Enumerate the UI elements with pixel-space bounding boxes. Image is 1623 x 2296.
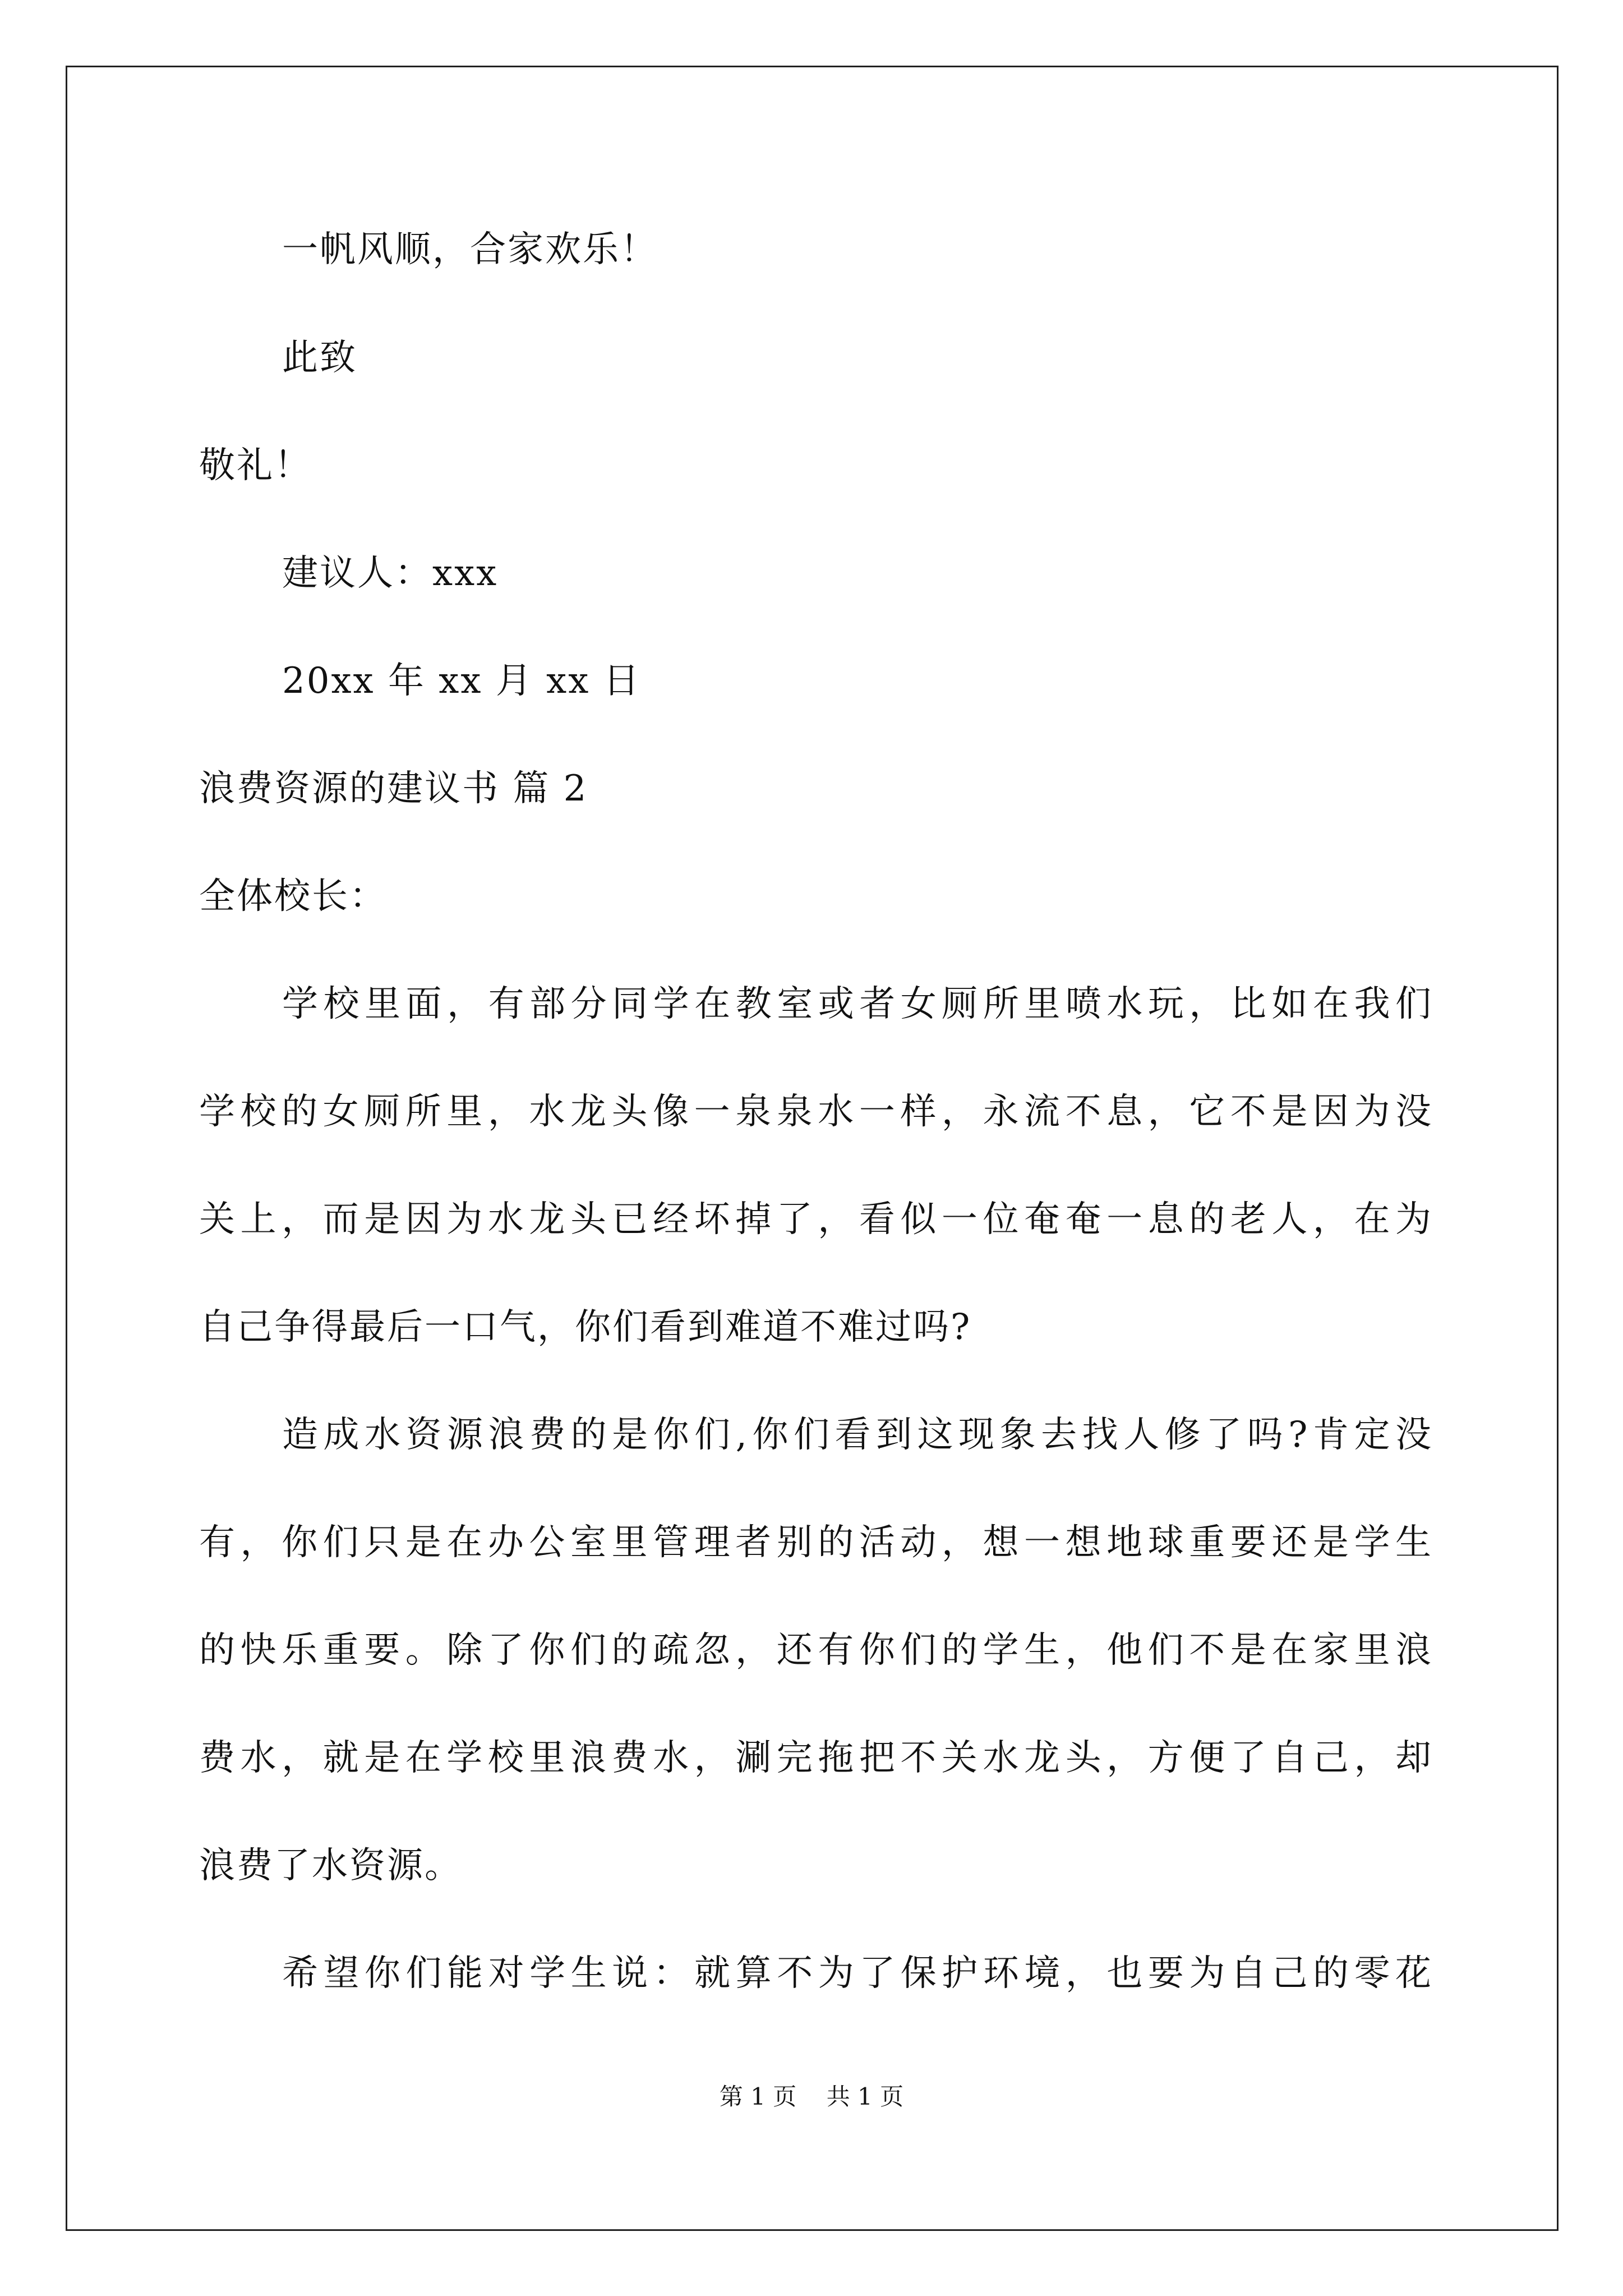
paragraph-3-line-1: 希望你们能对学生说：就算不为了保护环境，也要为自己的零花	[282, 1953, 1433, 1994]
paragraph-1-line-4: 自己争得最后一口气，你们看到难道不难过吗?	[199, 1306, 972, 1348]
paragraph-1-line-3: 关上，而是因为水龙头已经坏掉了，看似一位奄奄一息的老人，在为	[199, 1199, 1433, 1240]
page-footer: 第 1 页 共 1 页	[719, 2083, 904, 2110]
paragraph-2-line-5: 浪费了水资源。	[199, 1845, 462, 1887]
salutation-line-1: 此致	[282, 337, 357, 379]
page-border	[66, 66, 1559, 2231]
addressee-line: 全体校长：	[199, 876, 387, 917]
paragraph-2-line-3: 的快乐重要。除了你们的疏忽，还有你们的学生，他们不是在家里浪	[199, 1630, 1433, 1671]
paragraph-2-line-2: 有，你们只是在办公室里管理者别的活动，想一想地球重要还是学生	[199, 1522, 1433, 1563]
signer-line: 建议人：xxx	[282, 553, 499, 594]
paragraph-1-line-2: 学校的女厕所里，水龙头像一泉泉水一样，永流不息，它不是因为没	[199, 1091, 1433, 1133]
section-title: 浪费资源的建议书 篇 2	[199, 768, 588, 809]
salutation-line-2: 敬礼！	[199, 445, 312, 486]
paragraph-2-line-1: 造成水资源浪费的是你们,你们看到这现象去找人修了吗?肯定没	[282, 1414, 1433, 1456]
paragraph-2-line-4: 费水，就是在学校里浪费水，涮完拖把不关水龙头，方便了自己，却	[199, 1737, 1433, 1779]
paragraph-1-line-1: 学校里面，有部分同学在教室或者女厕所里喷水玩，比如在我们	[282, 983, 1433, 1025]
closing-wish: 一帆风顺，合家欢乐！	[282, 229, 658, 270]
date-line: 20xx 年 xx 月 xx 日	[282, 660, 641, 702]
